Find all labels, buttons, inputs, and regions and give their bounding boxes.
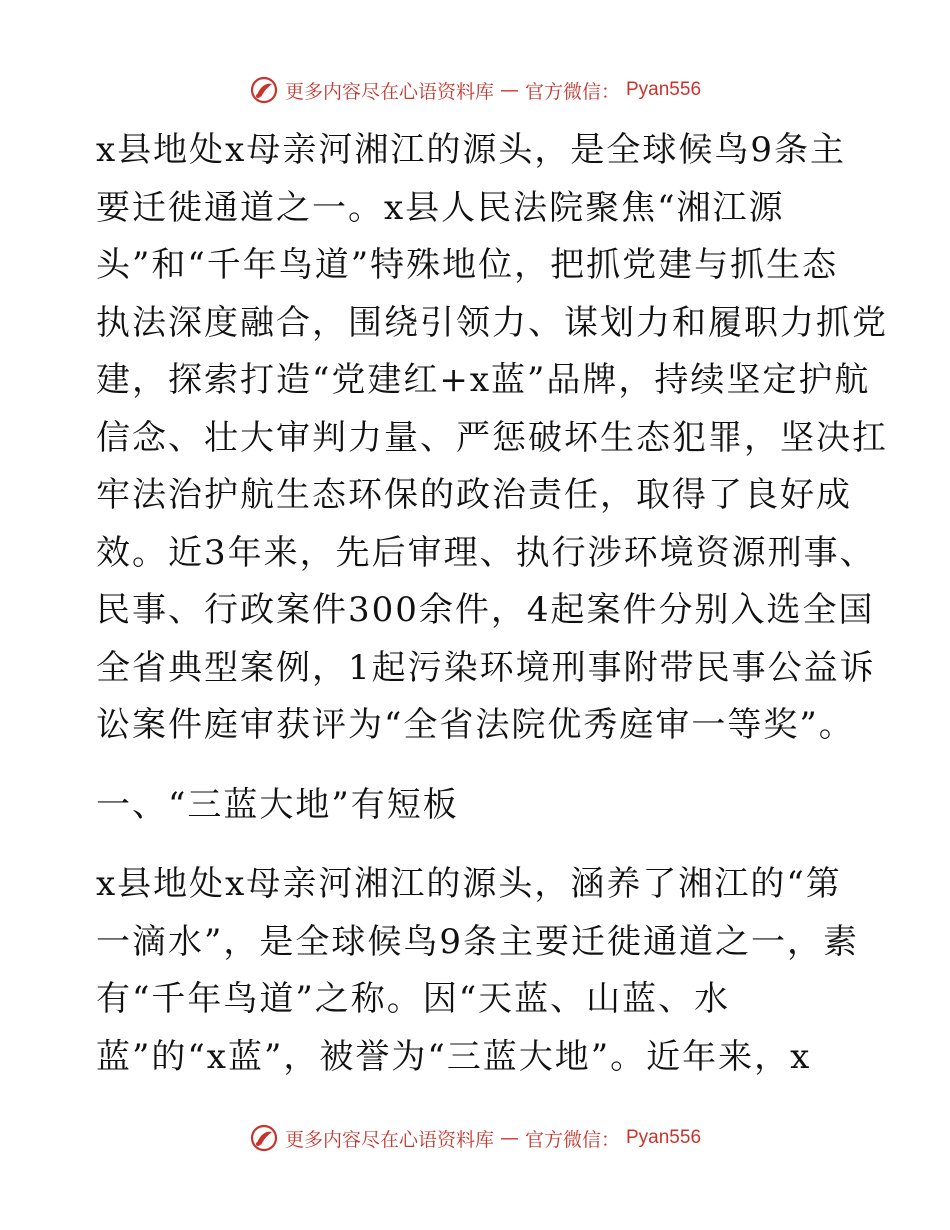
text-line: 要迁徙通道之一。x县人民法院聚焦“湘江源 <box>96 187 785 228</box>
text-line: x县地处x母亲河湘江的源头，涵养了湘江的“第 <box>96 864 842 904</box>
text-line: 效。近3年来，先后审理、执行涉环境资源刑事、 <box>96 532 876 573</box>
watermark-account-id: Pyan556 <box>626 79 702 100</box>
watermark-account-label: 官方微信： <box>524 1128 620 1151</box>
header-watermark <box>0 68 950 112</box>
text-line: 一滴水”，是全球候鸟9条主要迁徙通道之一，素 <box>96 921 860 962</box>
text-line: 民事、行政案件300余件，4起案件分别入选全国 <box>96 590 875 630</box>
watermark-dash: — <box>499 79 519 101</box>
text-line: 信念、壮大审判力量、严惩破坏生态犯罪，坚决扛 <box>96 417 888 458</box>
watermark-account-id: Pyan556 <box>626 1127 702 1148</box>
paragraph-intro <box>96 122 888 755</box>
text-line: 有“千年鸟道”之称。因“天蓝、山蓝、水 <box>96 979 731 1019</box>
watermark-account-label: 官方微信： <box>524 80 620 103</box>
section-heading <box>96 777 856 835</box>
watermark-dash: — <box>499 1127 519 1149</box>
document-body <box>96 122 888 1086</box>
watermark-text: 更多内容尽在心语资料库 <box>284 80 494 103</box>
section-title: 一、“三蓝大地”有短板 <box>96 784 459 825</box>
text-line: 全省典型案例，1起污染环境刑事附带民事公益诉 <box>96 647 876 688</box>
seal-logo-icon <box>249 75 279 105</box>
seal-logo-icon <box>249 1123 279 1153</box>
text-line: x县地处x母亲河湘江的源头，是全球候鸟9条主 <box>96 130 846 170</box>
text-line: 蓝”的“x蓝”，被誉为“三蓝大地”。近年来，x <box>96 1036 812 1077</box>
footer-watermark <box>0 1116 950 1160</box>
text-line: 建，探索打造“党建红+x蓝”品牌，持续坚定护航 <box>96 360 871 400</box>
text-line: 讼案件庭审获评为“全省法院优秀庭审一等奖”。 <box>96 705 855 745</box>
watermark-text: 更多内容尽在心语资料库 <box>284 1128 494 1151</box>
text-line: 牢法治护航生态环保的政治责任，取得了良好成 <box>96 475 852 515</box>
paragraph-section-one <box>96 856 860 1086</box>
text-line: 执法深度融合，围绕引领力、谋划力和履职力抓党 <box>96 302 888 343</box>
text-line: 头”和“千年鸟道”特殊地位，把抓党建与抓生态 <box>96 245 839 285</box>
